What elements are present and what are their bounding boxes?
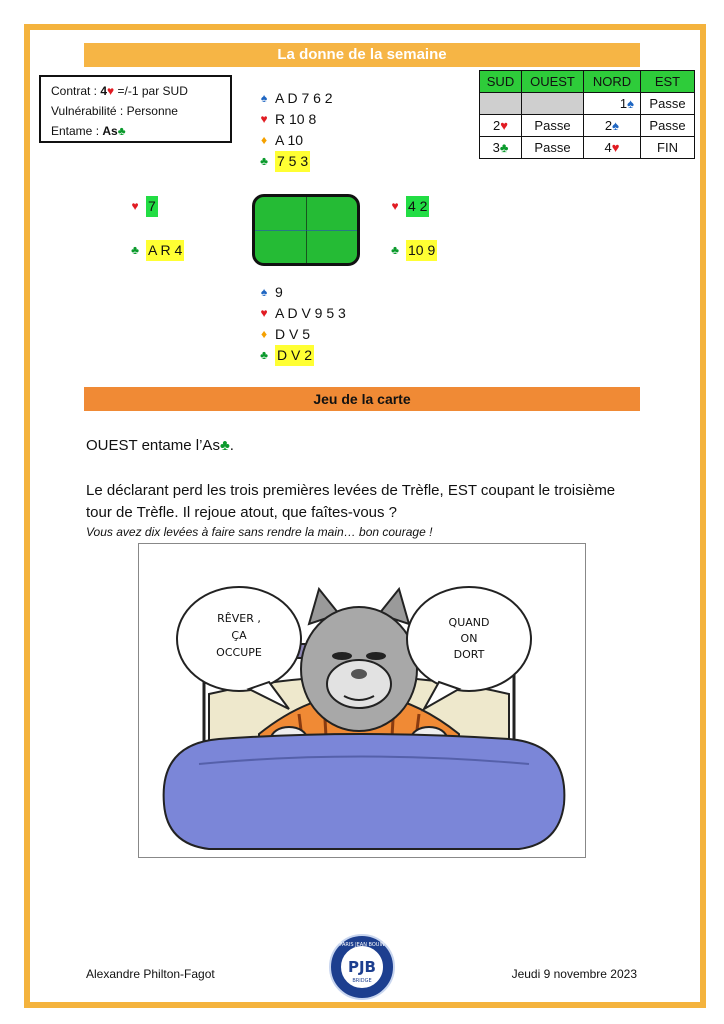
heart-icon: ♥ [611,140,620,155]
heart-icon: ♥ [500,118,508,133]
club-icon: ♣ [499,140,509,155]
bubble-left-line-2: ÇA [231,629,247,642]
spade-icon: ♠ [612,118,620,133]
north-spades: A D 7 6 2 [275,90,333,106]
header-ouest: OUEST [522,71,584,93]
logo-ring-text: PARIS JEAN BOUIN [339,942,385,948]
east-hand [389,196,429,217]
club-icon: ♣ [391,243,399,257]
east-clubs: 10 9 [406,240,437,261]
heart-icon: ♥ [107,84,115,98]
cartoon-image [138,543,586,858]
contract-box [39,75,232,143]
bubble-right-line-2: ON [460,632,478,645]
south-hearts: A D V 9 5 3 [275,305,346,321]
header-nord: NORD [584,71,641,93]
club-logo [328,933,396,1001]
west-clubs: A R 4 [146,240,184,261]
bubble-left-line-1: RÊVER , [217,612,261,625]
footer-author: Alexandre Philton-Fagot [86,967,215,981]
club-icon: ♣ [219,437,230,454]
cartoon-drawing [139,544,585,857]
club-icon: ♣ [117,124,126,138]
west-hand [129,196,158,217]
east-hearts: 4 2 [406,196,429,217]
west-hand-clubs [129,240,184,261]
bubble-right-line-3: DORT [453,648,485,661]
heart-icon: ♥ [260,306,268,320]
paragraph-line-2: tour de Trèfle. Il rejoue atout, que faîtes-vous ? [86,504,398,521]
bubble-left-line-3: OCCUPE [216,646,262,659]
footer-date: Jeudi 9 novembre 2023 [511,967,637,981]
club-icon: ♣ [131,243,139,257]
bidding-table [479,70,695,159]
page-title: La donne de la semaine [84,43,640,67]
heart-icon: ♥ [131,199,139,213]
north-hand [258,88,333,172]
spade-icon: ♠ [260,285,268,299]
club-icon: ♣ [260,154,268,168]
logo-sub-text: BRIDGE [352,978,372,984]
section-title: Jeu de la carte [84,387,640,411]
spade-icon: ♠ [627,96,634,111]
bridge-table [252,194,360,266]
south-clubs: D V 2 [275,345,314,366]
lead-text: OUEST entame l’As♣. [86,437,234,454]
bidding-row: 1♠ Passe [480,93,695,115]
west-hearts: 7 [146,196,158,217]
north-diamonds: A 10 [275,132,304,148]
south-hand [258,282,346,366]
heart-icon: ♥ [260,112,268,126]
vulnerability-line: Vulnérabilité : Personne [51,104,178,118]
diamond-icon: ♦ [260,133,268,147]
bubble-right-line-1: QUAND [448,616,490,629]
italic-note: Vous avez dix levées à faire sans rendre la main… bon courage ! [86,525,433,539]
south-spades: 9 [275,284,283,300]
spade-icon: ♠ [260,91,268,105]
bidding-row: 2♥ Passe 2♠ Passe [480,115,695,137]
header-est: EST [641,71,695,93]
header-sud: SUD [480,71,522,93]
south-diamonds: D V 5 [275,326,311,342]
bidding-header [480,71,695,93]
bidding-row: 3♣ Passe 4♥ FIN [480,137,695,159]
contract-line: Contrat : 4♥ =/-1 par SUD [51,84,188,98]
logo-main-text: PJB [347,958,377,976]
club-icon: ♣ [260,348,268,362]
paragraph-line-1: Le déclarant perd les trois premières levées de Trèfle, EST coupant le troisième [86,482,616,499]
east-hand-clubs [389,240,437,261]
diamond-icon: ♦ [260,327,268,341]
north-clubs: 7 5 3 [275,151,310,172]
heart-icon: ♥ [391,199,399,213]
north-hearts: R 10 8 [275,111,317,127]
lead-line: Entame : As♣ [51,124,126,138]
